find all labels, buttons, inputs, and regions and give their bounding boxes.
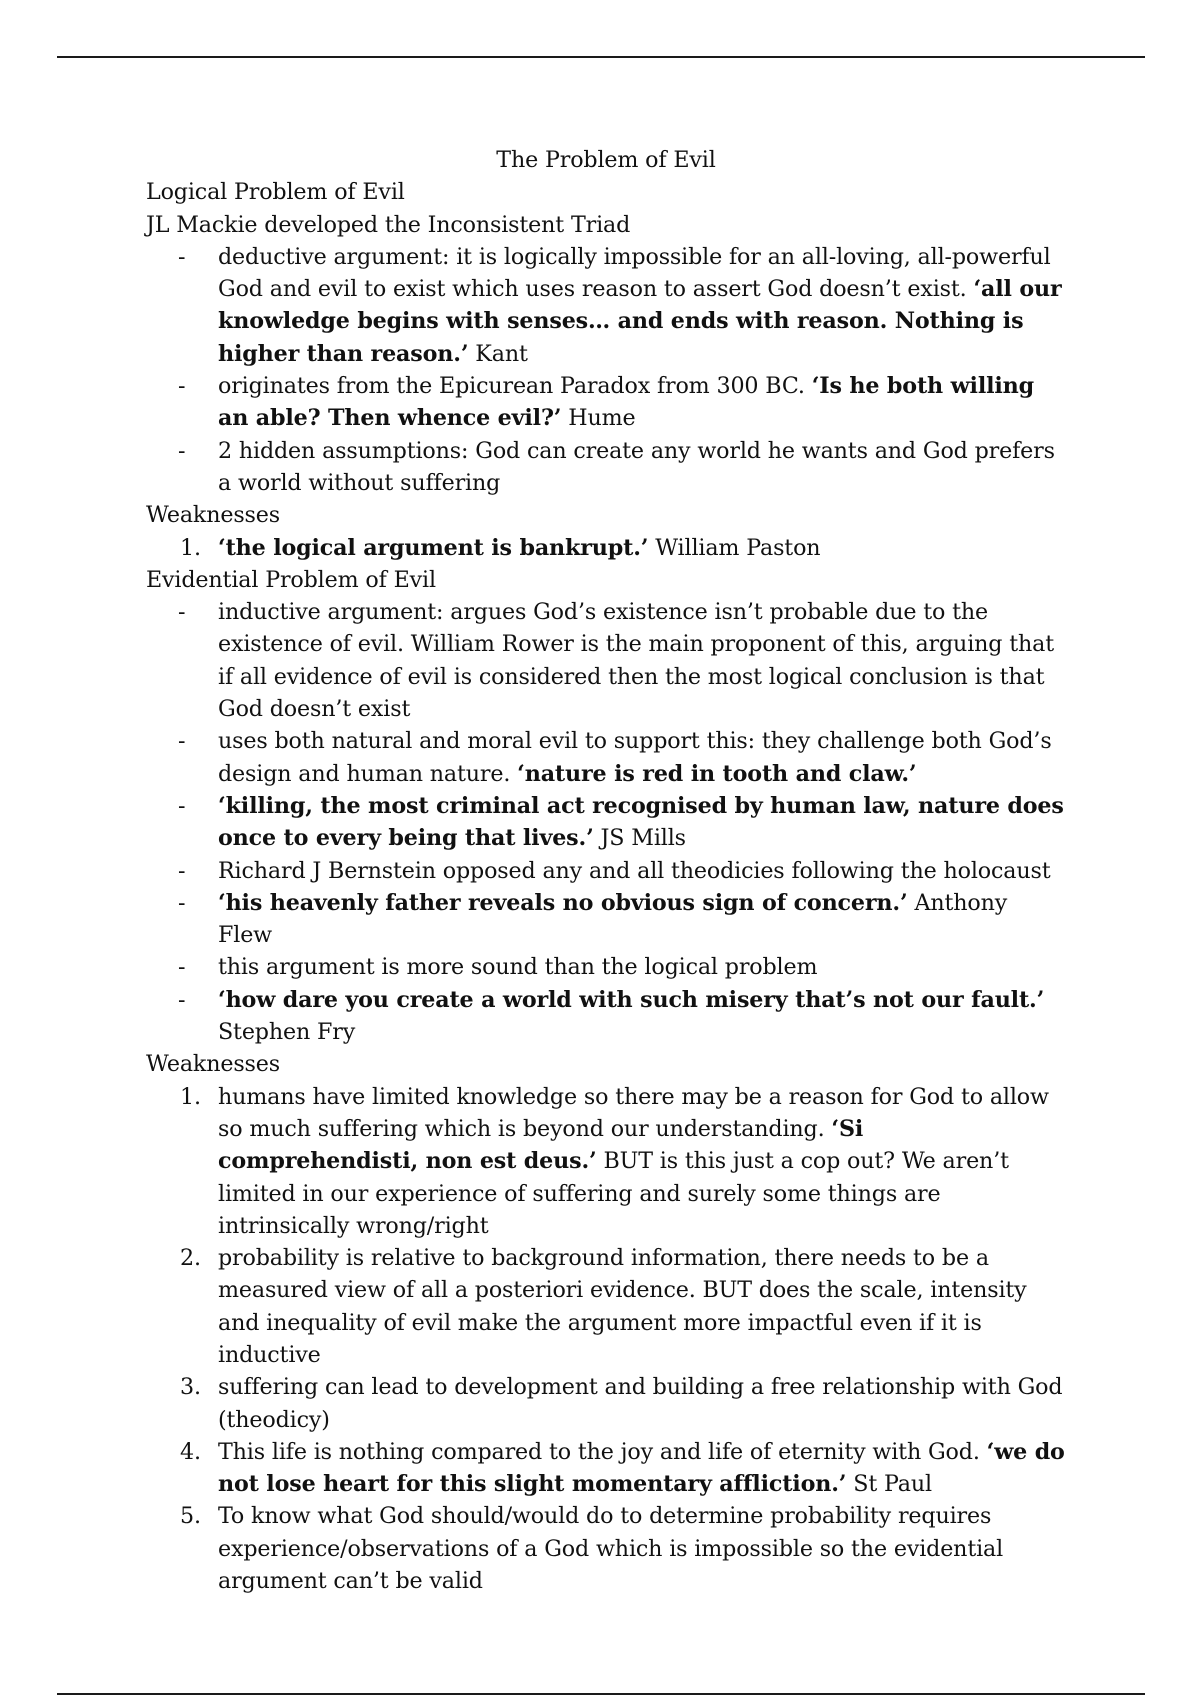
weaknesses-heading-evidential: Weaknesses [146,1051,281,1078]
list-item [146,596,1066,725]
point-text: Richard J Bernstein opposed any and all theodicies following the holocaust [218,857,1051,884]
point-quote: ‘all our knowledge begins with senses… and ends with reason. Nothing is higher than reason.’ [218,276,1062,367]
point-text: uses both natural and moral evil to support this: they challenge both God’s design and human nature. [218,728,1052,787]
weaknesses-heading-logical: Weaknesses [146,502,281,529]
point-text: This life is nothing compared to the joy and life of eternity with God. [218,1438,987,1465]
point-text: probability is relative to background information, there needs to be a measured view of all a posteriori evidence. BUT does the scale, intensity and inequality of evil make the argument more impactful even if it is inductive [218,1245,1027,1368]
point-text: this argument is more sound than the logical problem [218,954,818,981]
point-attribution: Stephen Fry [218,1019,356,1046]
list-item [146,1242,1066,1371]
list-item [146,951,1066,983]
dash-marker: - [178,954,186,981]
point-quote: ‘nature is red in tooth and claw.’ [517,760,917,787]
point-quote: ‘we do not lose heart for this slight momentary affliction.’ [218,1438,1065,1498]
number-marker: 1. [180,1083,201,1110]
list-item [146,435,1066,500]
point-quote: ‘killing, the most criminal act recognised by human law, nature does once to every being that lives.’ [218,792,1064,852]
section-subheading-mackie: JL Mackie developed the Inconsistent Triad [146,211,631,238]
point-attribution: Hume [561,405,636,432]
point-text: suffering can lead to development and building a free relationship with God (theodicy) [218,1374,1063,1433]
list-item [146,241,1066,370]
point-attribution: BUT is this just a cop out? We aren’t limited in our experience of suffering and surely some things are intrinsically wrong/right [218,1148,1009,1239]
number-marker: 5. [180,1503,201,1530]
dash-marker: - [178,857,186,884]
list-item [146,1371,1066,1436]
number-marker: 1. [180,534,201,561]
point-quote: ‘Is he both willing an able? Then whence evil?’ [218,373,1035,432]
list-item [146,532,1066,564]
section-heading-logical: Logical Problem of Evil [146,179,405,206]
dash-marker: - [178,599,186,626]
list-item [146,1081,1066,1242]
point-quote: ‘how dare you create a world with such misery that’s not our fault.’ [218,986,1045,1013]
point-text: originates from the Epicurean Paradox from 300 BC. [218,373,812,400]
dash-marker: - [178,889,186,916]
point-attribution: St Paul [846,1471,932,1498]
list-item [146,725,1066,790]
point-attribution: William Paston [648,534,821,561]
document-body [146,144,1066,1597]
number-marker: 3. [180,1374,201,1401]
number-marker: 4. [180,1438,201,1465]
point-attribution: Kant [468,340,528,367]
point-attribution: JS Mills [593,825,686,852]
point-quote: ‘the logical argument is bankrupt.’ [218,534,649,561]
point-text: To know what God should/would do to determine probability requires experience/observations of a God which is impossible so the evidential argument can’t be valid [218,1503,1004,1595]
evidential-weaknesses-list [146,1081,1066,1598]
top-rule [57,56,1145,58]
evidential-points-list [146,596,1066,1048]
list-item [146,1500,1066,1597]
point-text: inductive argument: argues God’s existence isn’t probable due to the existence of evil. William Rower is the main proponent of this, arguing that if all evidence of evil is considered then the most logical conclusion is that God doesn’t exist [218,599,1054,723]
page-title: The Problem of Evil [496,147,716,173]
point-quote: ‘Si comprehendisti, non est deus.’ [218,1115,864,1175]
number-marker: 2. [180,1245,201,1272]
dash-marker: - [178,373,186,400]
section-heading-evidential: Evidential Problem of Evil [146,566,436,593]
dash-marker: - [178,437,186,464]
dash-marker: - [178,243,186,270]
point-text: deductive argument: it is logically impossible for an all-loving, all-powerful God and evil to exist which uses reason to assert God doesn’t exist. [218,243,1051,303]
list-item [146,887,1066,952]
logical-weaknesses-list [146,532,1066,564]
point-attribution: Anthony Flew [218,889,1008,949]
logical-points-list [146,241,1066,499]
dash-marker: - [178,728,186,755]
bottom-rule [57,1693,1145,1695]
dash-marker: - [178,792,186,819]
dash-marker: - [178,986,186,1013]
list-item [146,855,1066,887]
list-item [146,370,1066,435]
list-item [146,1436,1066,1501]
list-item [146,984,1066,1049]
point-quote: ‘his heavenly father reveals no obvious sign of concern.’ [218,889,908,916]
list-item [146,790,1066,855]
point-text: 2 hidden assumptions: God can create any world he wants and God prefers a world without suffering [218,437,1055,496]
point-text: humans have limited knowledge so there may be a reason for God to allow so much suffering which is beyond our understanding. [218,1083,1049,1142]
